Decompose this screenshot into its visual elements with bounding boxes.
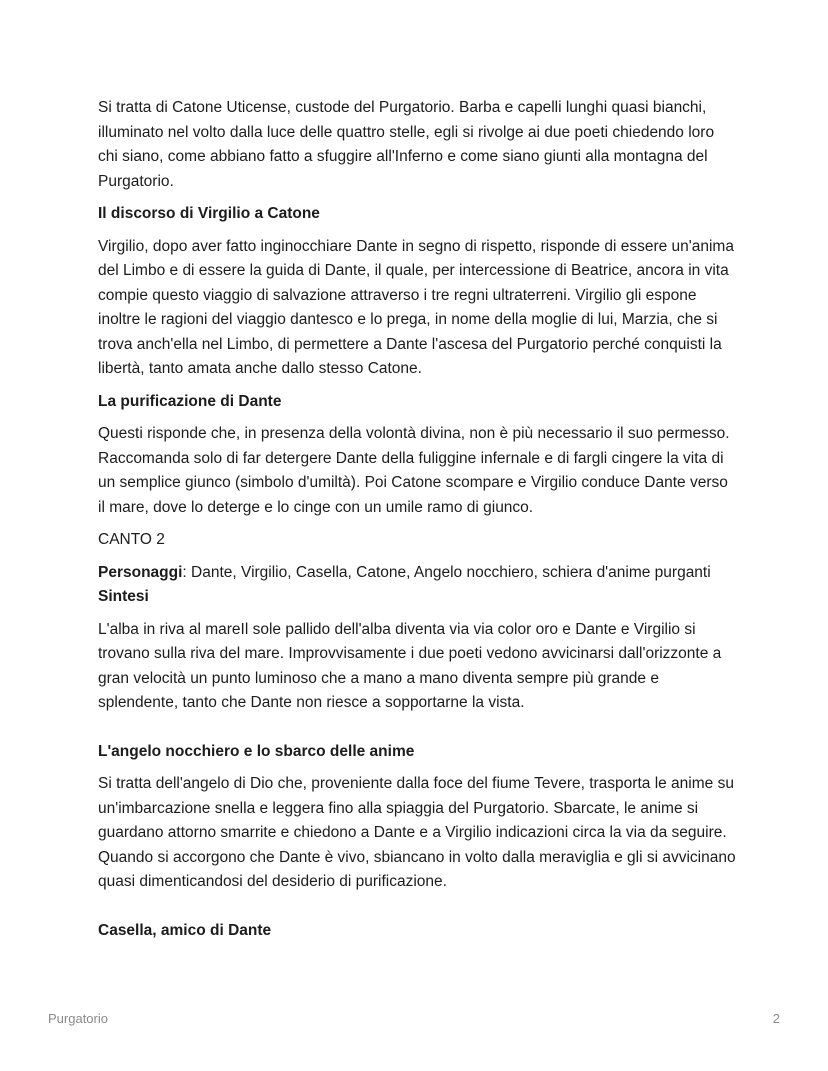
canto-label: CANTO 2 [98,531,165,548]
paragraph-angelo: Si tratta dell'angelo di Dio che, proveniente dalla foce del fiume Tevere, trasporta le anime su un'imbarcazione snella e leggera fino alla spiaggia del Purgatorio. Sbarcate, le anime si guardano attorno smarrite e chiedono a Dante e a Virgilio indicazioni circa la via da seguire. Quando si accorgono che Dante è vivo, sbiancano in volto dalla meraviglia e gli si avvicinano quasi dimenticandosi del desiderio di purificazione. [98,775,736,890]
heading-discorso-virgilio: Il discorso di Virgilio a Catone [98,205,320,222]
heading-casella: Casella, amico di Dante [98,921,272,939]
paragraph-catone: Si tratta di Catone Uticense, custode del Purgatorio. Barba e capelli lunghi quasi bianchi, illuminato nel volto dalla luce delle quattro stelle, egli si rivolge ai due poeti chiedendo loro chi siano, come abbiano fatto a sfuggire all'Inferno e come siano giunti alla montagna del Purgatorio. [98,99,715,190]
personaggi-list: : Dante, Virgilio, Casella, Catone, Angelo nocchiero, schiera d'anime purganti [182,563,711,581]
personaggi-label: Personaggi [98,563,183,581]
paragraph-sintesi: L'alba in riva al mareIl sole pallido dell'alba diventa via via color oro e Dante e Virgilio si trovano sulla riva del mare. Improvvisamente i due poeti vedono avvicinarsi dall'orizzonte a gran velocità un punto luminoso che a mano a mano diventa sempre più grande e splendente, tanto che Dante non riesce a sopportarne la vista. [98,620,722,711]
personaggi-line [98,561,738,586]
footer-title: Purgatorio [48,1011,108,1026]
heading-angelo-nocchiero: L'angelo nocchiero e lo sbarco delle anime [98,742,415,760]
heading-sintesi: Sintesi [98,588,149,605]
paragraph-discorso: Virgilio, dopo aver fatto inginocchiare Dante in segno di rispetto, risponde di essere un'anima del Limbo e di essere la guida di Dante, il quale, per intercessione di Beatrice, ancora in vita compie questo viaggio di salvazione attraverso i tre regni ultraterreni. Virgilio gli espone inoltre le ragioni del viaggio dantesco e lo prega, in nome della moglie di lui, Marzia, che si trova anch'ella nel Limbo, di permettere a Dante l'ascesa del Purgatorio perché conquisti la libertà, tanto amata anche dallo stesso Catone. [98,237,734,377]
page-number: 2 [772,1011,780,1026]
page-body [98,96,738,951]
spacer [98,903,738,919]
spacer [98,724,738,740]
paragraph-purificazione: Questi risponde che, in presenza della volontà divina, non è più necessario il suo permesso. Raccomanda solo di far detergere Dante della fuliggine infernale e di fargli cingere la vita di un semplice giunco (simbolo d'umiltà). Poi Catone scompare e Virgilio conduce Dante verso il mare, dove lo deterge e lo cinge con un umile ramo di giunco. [98,425,730,516]
heading-purificazione: La purificazione di Dante [98,392,282,410]
